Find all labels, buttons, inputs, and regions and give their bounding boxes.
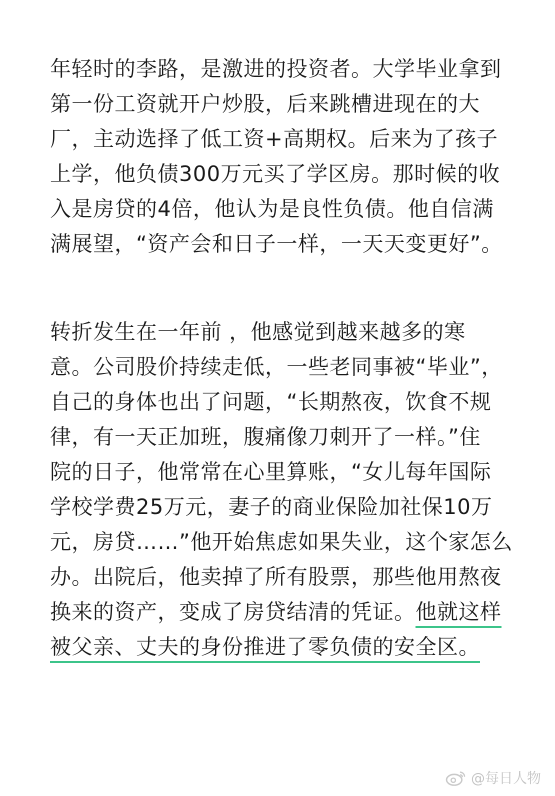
paragraph-1 (50, 52, 523, 262)
text-line: 第一份工资就开户炒股，后来跳槽进现在的大 (50, 92, 480, 116)
text-line: 意。公司股价持续走低，一些老同事被“毕业”， (50, 355, 503, 379)
text-line: 律，有一天正加班，腹痛像刀刺开了一样。”住 (50, 425, 481, 449)
text-segment: 换来的资产，变成了房贷结清的凭证。 (50, 600, 416, 624)
text-line: 办。出院后，他卖掉了所有股票，那些他用熬夜 (50, 565, 502, 589)
text-line-with-highlight (50, 595, 523, 630)
text-line: 厂，主动选择了低工资+高期权。后来为了孩子 (50, 127, 499, 151)
watermark (445, 768, 541, 788)
watermark-text: @每日人物 (471, 771, 541, 787)
paragraph-2 (50, 315, 523, 665)
weibo-icon (445, 769, 467, 787)
text-line: 上学，他负债300万元买了学区房。那时候的收 (50, 162, 501, 186)
text-line: 年轻时的李路，是激进的投资者。大学毕业拿到 (50, 57, 502, 81)
text-line: 元，房贷……”他开始焦虑如果失业，这个家怎么 (50, 530, 513, 554)
text-line: 转折发生在一年前 ，他感觉到越来越多的寒 (50, 320, 466, 344)
text-line-highlighted (50, 630, 523, 665)
text-line: 自己的身体也出了问题，“长期熬夜，饮食不规 (50, 390, 492, 414)
paragraph-gap (50, 262, 523, 315)
text-line: 入是房贷的4倍，他认为是良性负债。他自信满 (50, 197, 494, 221)
text-line: 院的日子，他常常在心里算账，“女儿每年国际 (50, 460, 492, 484)
text-line: 满展望，“资产会和日子一样，一天天变更好”。 (50, 232, 503, 256)
highlighted-text: 被父亲、丈夫的身份推进了零负债的安全区。 (50, 635, 480, 659)
highlighted-text: 他就这样 (415, 600, 502, 624)
text-line: 学校学费25万元，妻子的商业保险加社保10万 (50, 495, 493, 519)
